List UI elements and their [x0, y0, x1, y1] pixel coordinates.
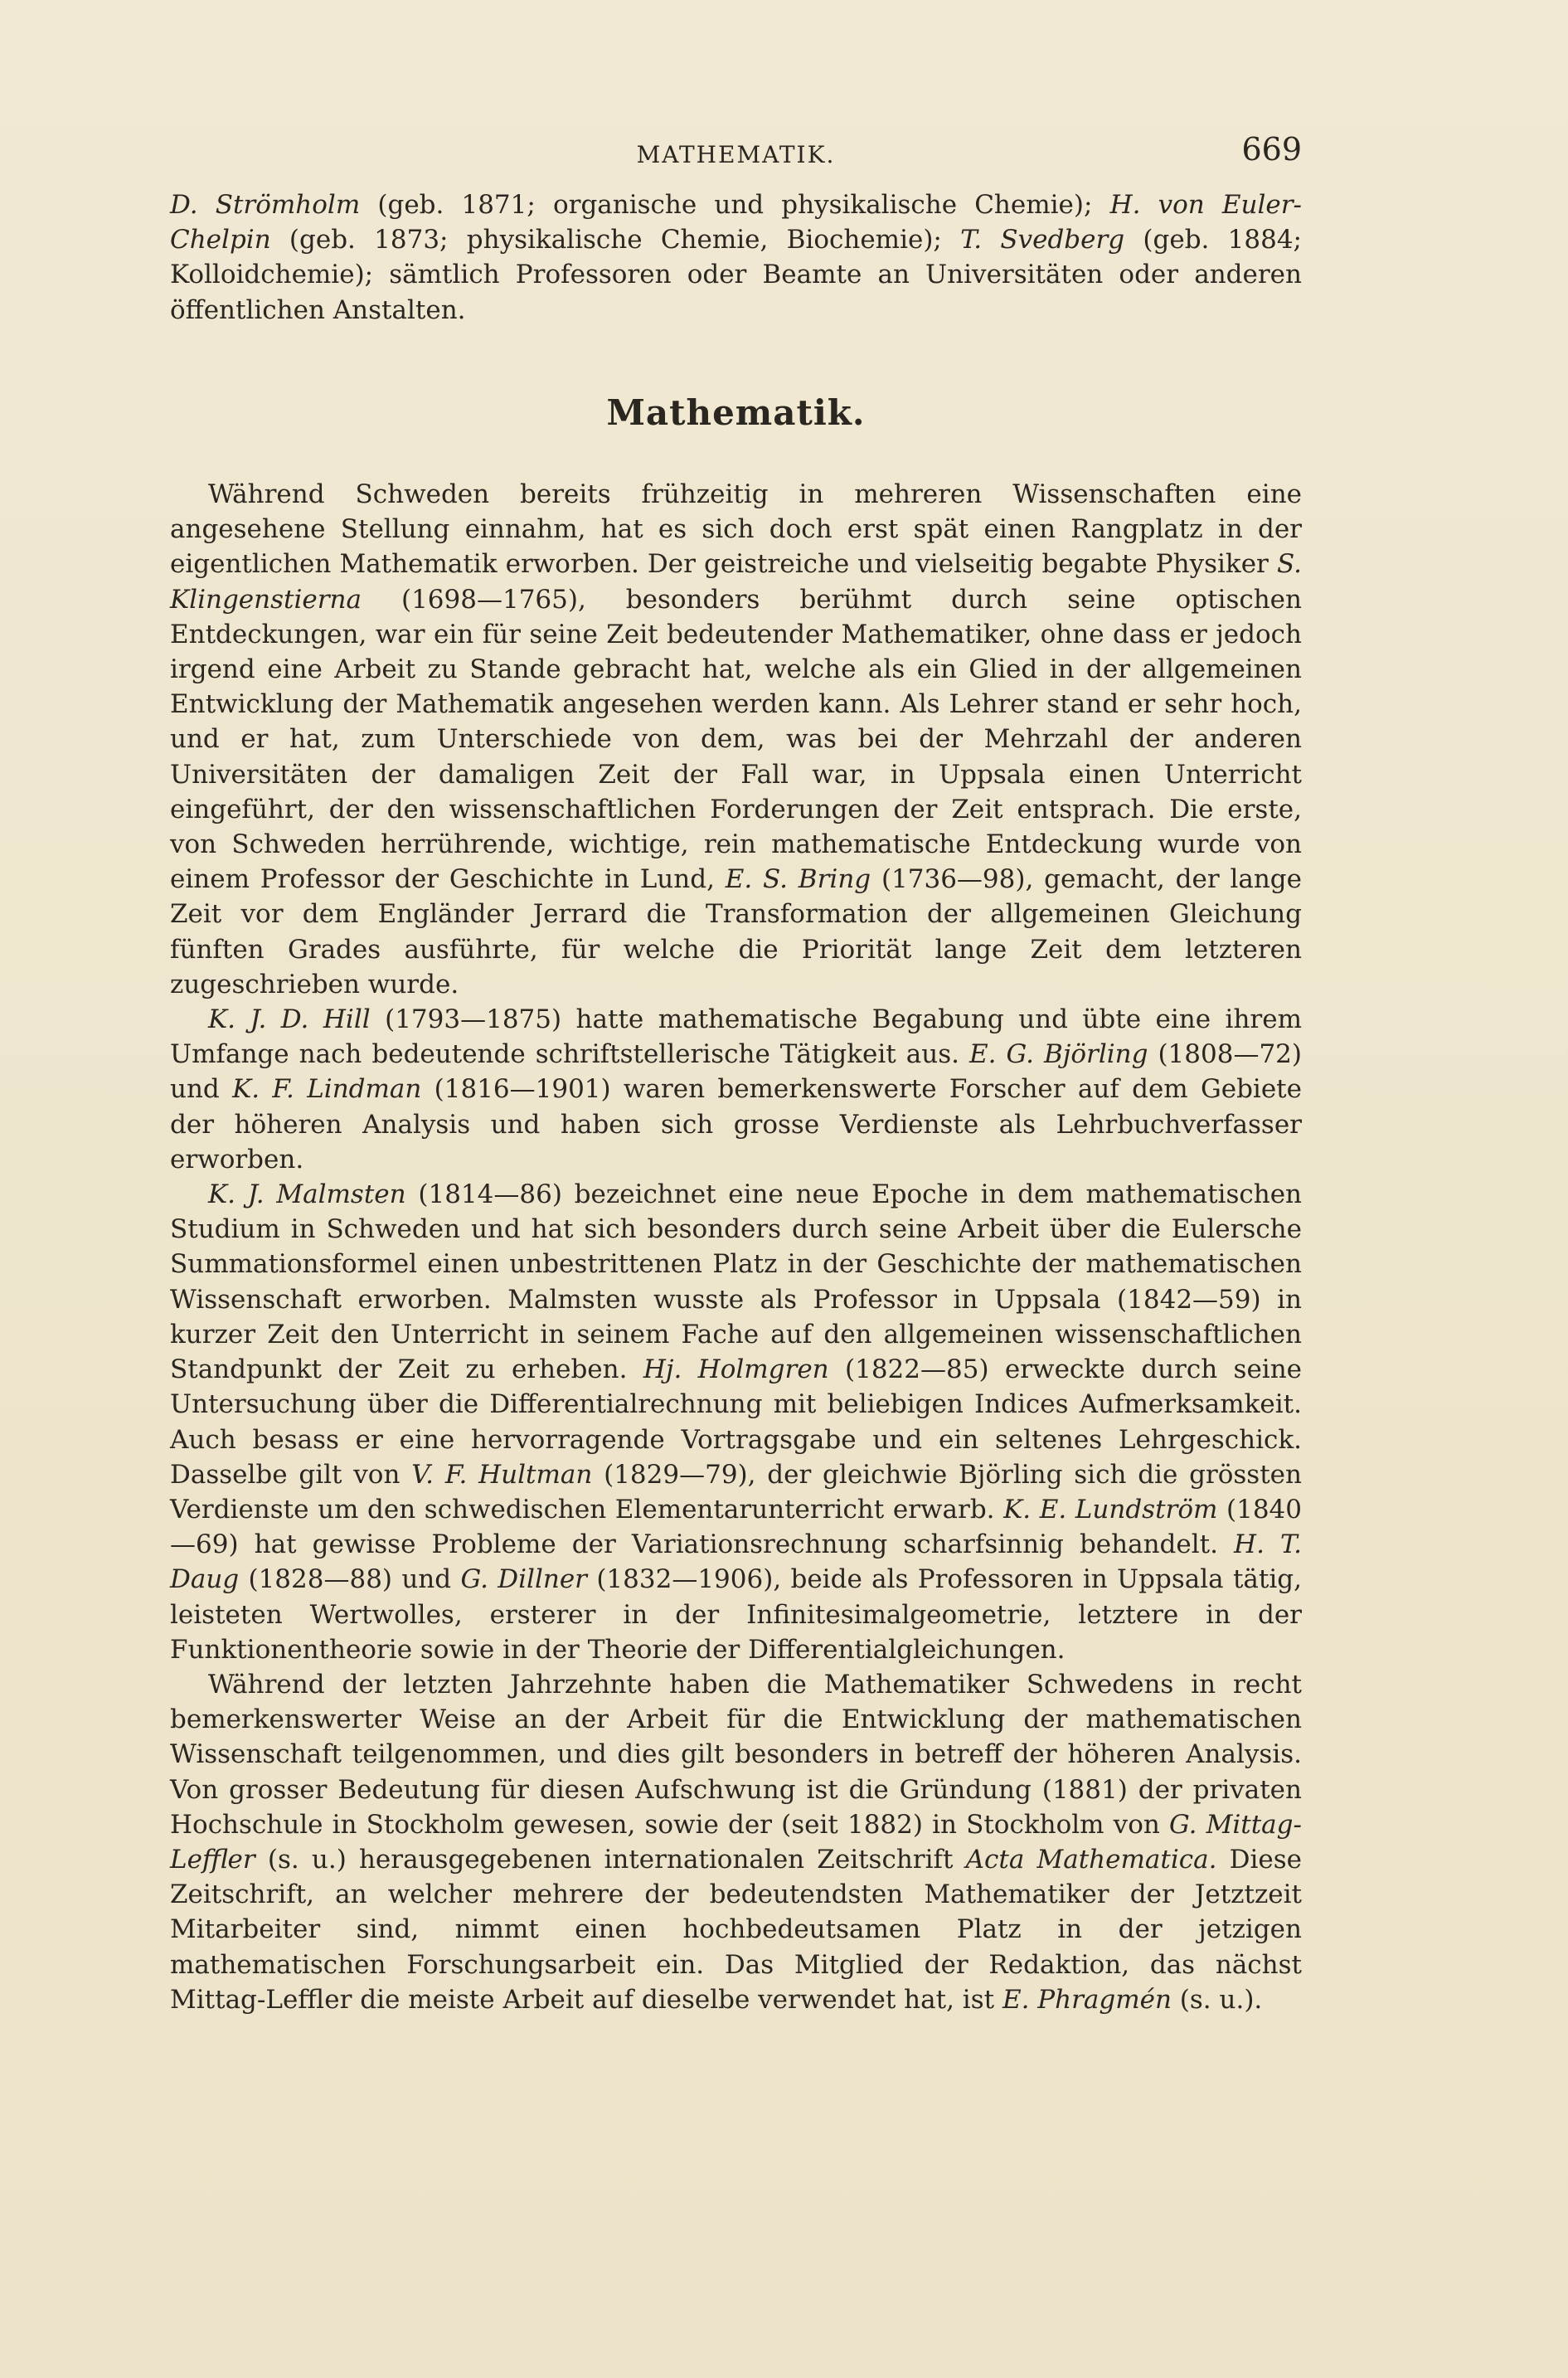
page-number: 669 — [1241, 131, 1302, 168]
text-run: (1816—1901) waren bemerkenswerte Forscher auf dem Gebiete der höheren Analysis und haben sich grosse Verdienste als Lehrbuchverfasser erworben. — [170, 1074, 1302, 1174]
text-run: (1808—72) und — [170, 1039, 1302, 1105]
text-run: (s. u.) herausgegebenen internationalen Zeitschrift — [255, 1844, 966, 1875]
paragraph — [170, 1667, 1302, 2017]
text-run: (1832—1906), beide als Professoren in Uppsala tätig, leisteten Wertwolles, ersterer in der Infinitesimalgeometrie, letztere in der Funktionentheorie sowie in der Theorie der Differentialgleichungen. — [170, 1564, 1302, 1665]
text-run: (1822—85) erweckte durch seine Untersuchung über die Differentialrechnung mit beliebigen Indices Aufmerksamkeit. Auch besass er eine hervorragende Vortragsgabe und ein seltenes Lehrgeschick. Dasselbe gilt von — [170, 1354, 1303, 1490]
journal-title: Acta Mathematica. — [965, 1844, 1217, 1875]
paragraph — [170, 477, 1302, 1002]
person-name: K. J. D. Hill — [208, 1004, 371, 1035]
person-name: H. T. Daug — [170, 1529, 1302, 1595]
text-run: (geb. 1884; Kolloidchemie); sämtlich Professoren oder Beamte an Universitäten oder anderen öffentlichen Anstalten. — [170, 225, 1302, 325]
person-name: V. F. Hultman — [411, 1459, 593, 1490]
text-run: (geb. 1873; physikalische Chemie, Biochemie); — [270, 225, 961, 255]
person-name: G. Mittag-Leffler — [170, 1809, 1302, 1875]
text-run: (geb. 1871; organische und physikalische Chemie); — [360, 190, 1110, 220]
person-name: D. Strömholm — [170, 190, 361, 220]
text-run: (1793—1875) hatte mathematische Begabung und übte eine ihrem Umfange nach bedeutende schriftstellerische Tätigkeit aus. — [170, 1004, 1302, 1070]
person-name: H. von Euler-Chelpin — [170, 190, 1303, 255]
person-name: K. E. Lundström — [1003, 1494, 1218, 1525]
text-run: (1736—98), gemacht, der lange Zeit vor dem Engländer Jerrard die Transformation der allgemeinen Gleichung fünften Grades ausführte, für welche die Priorität lange Zeit dem letzteren zugeschrieben wurde. — [170, 864, 1302, 999]
text-run: Während der letzten Jahrzehnte haben die Mathematiker Schwedens in recht bemerkenswerter Weise an der Arbeit für die Entwicklung der mathematischen Wissenschaft teilgenommen, und dies gilt besonders in betreff der höheren Analysis. Von grosser Bedeutung für diesen Aufschwung ist die Gründung (1881) der privaten Hochschule in Stockholm gewesen, sowie der (seit 1882) in Stockholm von — [170, 1669, 1302, 1840]
running-title: MATHEMATIK. — [636, 141, 836, 168]
person-name: S. Klingenstierna — [170, 549, 1302, 615]
person-name: E. S. Bring — [725, 864, 871, 895]
person-name: E. Phragmén — [1002, 1984, 1172, 2015]
text-run: (1698—1765), besonders berühmt durch seine optischen Entdeckungen, war ein für seine Zeit bedeutender Mathematiker, ohne dass er jedoch irgend eine Arbeit zu Stande gebracht hat, welche als ein Glied in der allgemeinen Entwicklung der Mathematik angesehen werden kann. Als Lehrer stand er sehr hoch, und er hat, zum Unterschiede von dem, was bei der Mehrzahl der anderen Universitäten der damaligen Zeit der Fall war, in Uppsala einen Unterricht eingeführt, der den wissenschaftlichen Forderungen der Zeit entsprach. Die erste, von Schweden herrührende, wichtige, rein mathematische Entdeckung wurde von einem Professor der Geschichte in Lund, — [170, 584, 1302, 895]
intro-paragraph — [170, 187, 1302, 328]
text-run: (1840—69) hat gewisse Probleme der Variationsrechnung scharfsinnig behandelt. — [170, 1494, 1303, 1560]
person-name: K. F. Lindman — [232, 1074, 422, 1105]
text-run: (1814—86) bezeichnet eine neue Epoche in dem mathematischen Studium in Schweden und hat sich besonders durch seine Arbeit über die Eulersche Summationsformel einen unbestrittenen Platz in der Geschichte der mathematischen Wissenschaft erworben. Malmsten wusste als Professor in Uppsala (1842—59) in kurzer Zeit den Unterricht in seinem Fache auf den allgemeinen wissenschaftlichen Standpunkt der Zeit zu erheben. — [170, 1179, 1302, 1385]
person-name: K. J. Malmsten — [208, 1179, 406, 1210]
person-name: Hj. Holmgren — [643, 1354, 829, 1385]
text-run: Während Schweden bereits frühzeitig in mehreren Wissenschaften eine angesehene Stellung einnahm, hat es sich doch erst spät einen Rangplatz in der eigentlichen Mathematik erworben. Der geistreiche und vielseitig begabte Physiker — [170, 479, 1302, 580]
section-heading: Mathematik. — [606, 391, 866, 433]
paragraph — [170, 1177, 1302, 1667]
person-name: E. G. Björling — [968, 1039, 1148, 1070]
body-text — [170, 187, 1302, 2017]
person-name: G. Dillner — [460, 1564, 588, 1595]
paragraph — [170, 1002, 1302, 1177]
person-name: T. Svedberg — [960, 225, 1125, 255]
running-head — [170, 131, 1302, 181]
text-run: Diese Zeitschrift, an welcher mehrere der bedeutendsten Mathematiker der Jetztzeit Mitarbeiter sind, nimmt einen hochbedeutsamen Platz in der jetzigen mathematischen Forschungsarbeit ein. Das Mitglied der Redaktion, das nächst Mittag-Leffler die meiste Arbeit auf dieselbe verwendet hat, ist — [170, 1844, 1302, 2015]
text-run: (1829—79), der gleichwie Björling sich die grössten Verdienste um den schwedischen Elementarunterricht erwarb. — [170, 1459, 1302, 1525]
text-run: (s. u.). — [1171, 1984, 1263, 2015]
text-run: (1828—88) und — [239, 1564, 461, 1595]
